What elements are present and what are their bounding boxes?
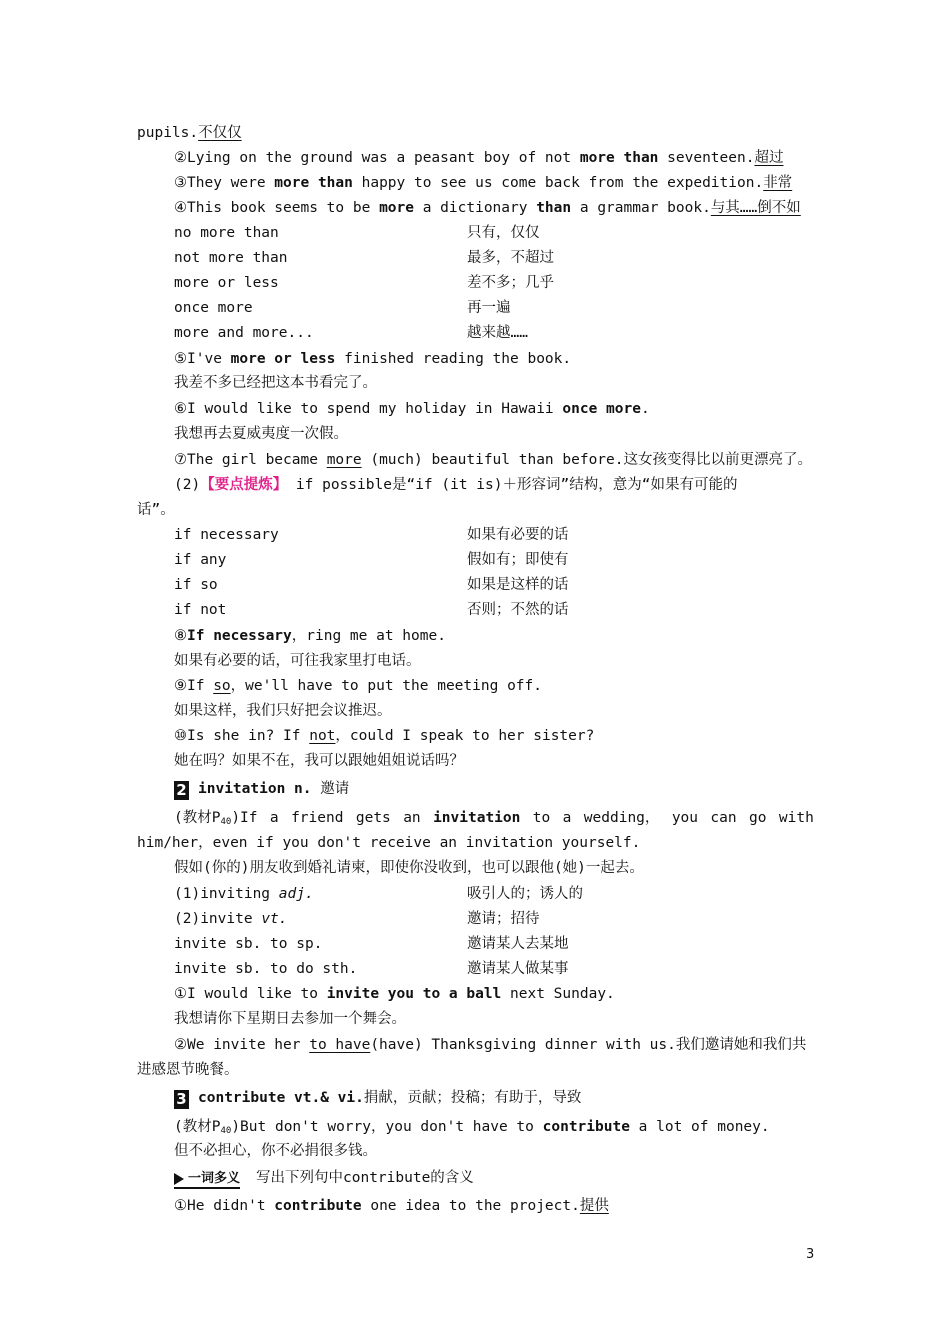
example-sentence: ④This book seems to be more a dictionary than a grammar book.与其……倒不如 <box>174 200 801 216</box>
derivative-meaning: 邀请；招待 <box>467 911 540 927</box>
textbook-source: (教材$P_{40})If$ a friend gets an invitation to a wedding， you can go with <box>174 810 814 827</box>
phrase-row: if any <box>174 552 227 568</box>
phrase-meaning: 差不多；几乎 <box>467 275 554 291</box>
phrase-meaning: 再一遍 <box>467 300 511 316</box>
phrase-meaning: 如果是这样的话 <box>467 577 569 593</box>
derivative-row: (2)invite vt. <box>174 911 288 927</box>
translation: 我想再去夏威夷度一次假。 <box>174 426 348 442</box>
translation: 我想请你下星期日去参加一个舞会。 <box>174 1011 406 1027</box>
derivative-meaning: 吸引人的；诱人的 <box>467 886 583 902</box>
example-sentence: ⑧If necessary，ring me at home. <box>174 628 446 644</box>
key-point-line: (2)【要点提炼】 if possible是“if (it is)＋形容词”结构，意为“如果有可能的 <box>174 477 738 493</box>
example-sentence: ⑦The girl became more (much) beautiful than before.这女孩变得比以前更漂亮了。 <box>174 452 813 468</box>
example-sentence: ⑥I would like to spend my holiday in Hawaii once more. <box>174 401 650 417</box>
example-sentence: ③They were more than happy to see us come back from the expedition.非常 <box>174 175 793 191</box>
section-heading-contribute: 3 contribute vt.& vi.捐献，贡献；投稿；有助于，导致 <box>174 1088 581 1109</box>
derivative-row: (1)inviting adj. <box>174 886 314 902</box>
example-sentence: ①I would like to invite you to a ball next Sunday. <box>174 986 615 1002</box>
textbook-source-cont: him/her，even if you don't receive an invitation yourself. <box>137 835 641 851</box>
section-heading-invitation: 2 invitation n. 邀请 <box>174 779 349 800</box>
phrase-row: once more <box>174 300 253 316</box>
translation: 进感恩节晚餐。 <box>137 1062 239 1078</box>
translation: 如果这样，我们只好把会议推迟。 <box>174 703 392 719</box>
example-sentence: ⑩Is she in? If not，could I speak to her sister? <box>174 728 595 744</box>
textbook-source: (教材$P_{40})But$ don't worry，you don't have to contribute a lot of money. <box>174 1119 770 1136</box>
text-line: 话”。 <box>137 502 175 518</box>
phrase-row: if necessary <box>174 527 279 543</box>
phrase-meaning: 如果有必要的话 <box>467 527 569 543</box>
translation: 但不必担心，你不必捐很多钱。 <box>174 1143 377 1159</box>
key-point-label: 【要点提炼】 <box>200 477 288 493</box>
phrase-row: if so <box>174 577 218 593</box>
example-sentence: ⑨If so，we'll have to put the meeting off. <box>174 678 542 694</box>
text-line: pupils.不仅仅 <box>137 125 242 141</box>
phrase-row: invite sb. to do sth. <box>174 961 358 977</box>
polysemy-line: 一词多义 写出下列句中contribute的含义 <box>174 1168 474 1189</box>
translation: 如果有必要的话，可往我家里打电话。 <box>174 653 421 669</box>
example-sentence: ①He didn't contribute one idea to the project.提供 <box>174 1198 609 1214</box>
phrase-row: invite sb. to sp. <box>174 936 323 952</box>
phrase-row: more and more... <box>174 325 314 341</box>
phrase-row: more or less <box>174 275 279 291</box>
phrase-meaning: 越来越…… <box>467 325 528 341</box>
phrase-meaning: 邀请某人去某地 <box>467 936 569 952</box>
example-sentence: ②Lying on the ground was a peasant boy of not more than seventeen.超过 <box>174 150 784 166</box>
phrase-meaning: 最多，不超过 <box>467 250 554 266</box>
phrase-meaning: 邀请某人做某事 <box>467 961 569 977</box>
polysemy-tag: 一词多义 <box>174 1171 240 1189</box>
phrase-row: no more than <box>174 225 279 241</box>
phrase-meaning: 假如有；即使有 <box>467 552 569 568</box>
translation: 假如(你的)朋友收到婚礼请柬，即使你没收到，也可以跟他(她)一起去。 <box>174 860 644 876</box>
phrase-row: not more than <box>174 250 288 266</box>
phrase-meaning: 只有，仅仅 <box>467 225 540 241</box>
translation: 她在吗？如果不在，我可以跟她姐姐说话吗？ <box>174 753 464 769</box>
section-number: 3 <box>174 1090 189 1109</box>
phrase-meaning: 否则；不然的话 <box>467 602 569 618</box>
section-number: 2 <box>174 781 189 800</box>
example-sentence: ②We invite her to have(have) Thanksgiving dinner with us.我们邀请她和我们共 <box>174 1037 807 1053</box>
translation: 我差不多已经把这本书看完了。 <box>174 375 377 391</box>
example-sentence: ⑤I've more or less finished reading the book. <box>174 351 572 367</box>
phrase-row: if not <box>174 602 227 618</box>
page-number: 3 <box>806 1247 815 1262</box>
